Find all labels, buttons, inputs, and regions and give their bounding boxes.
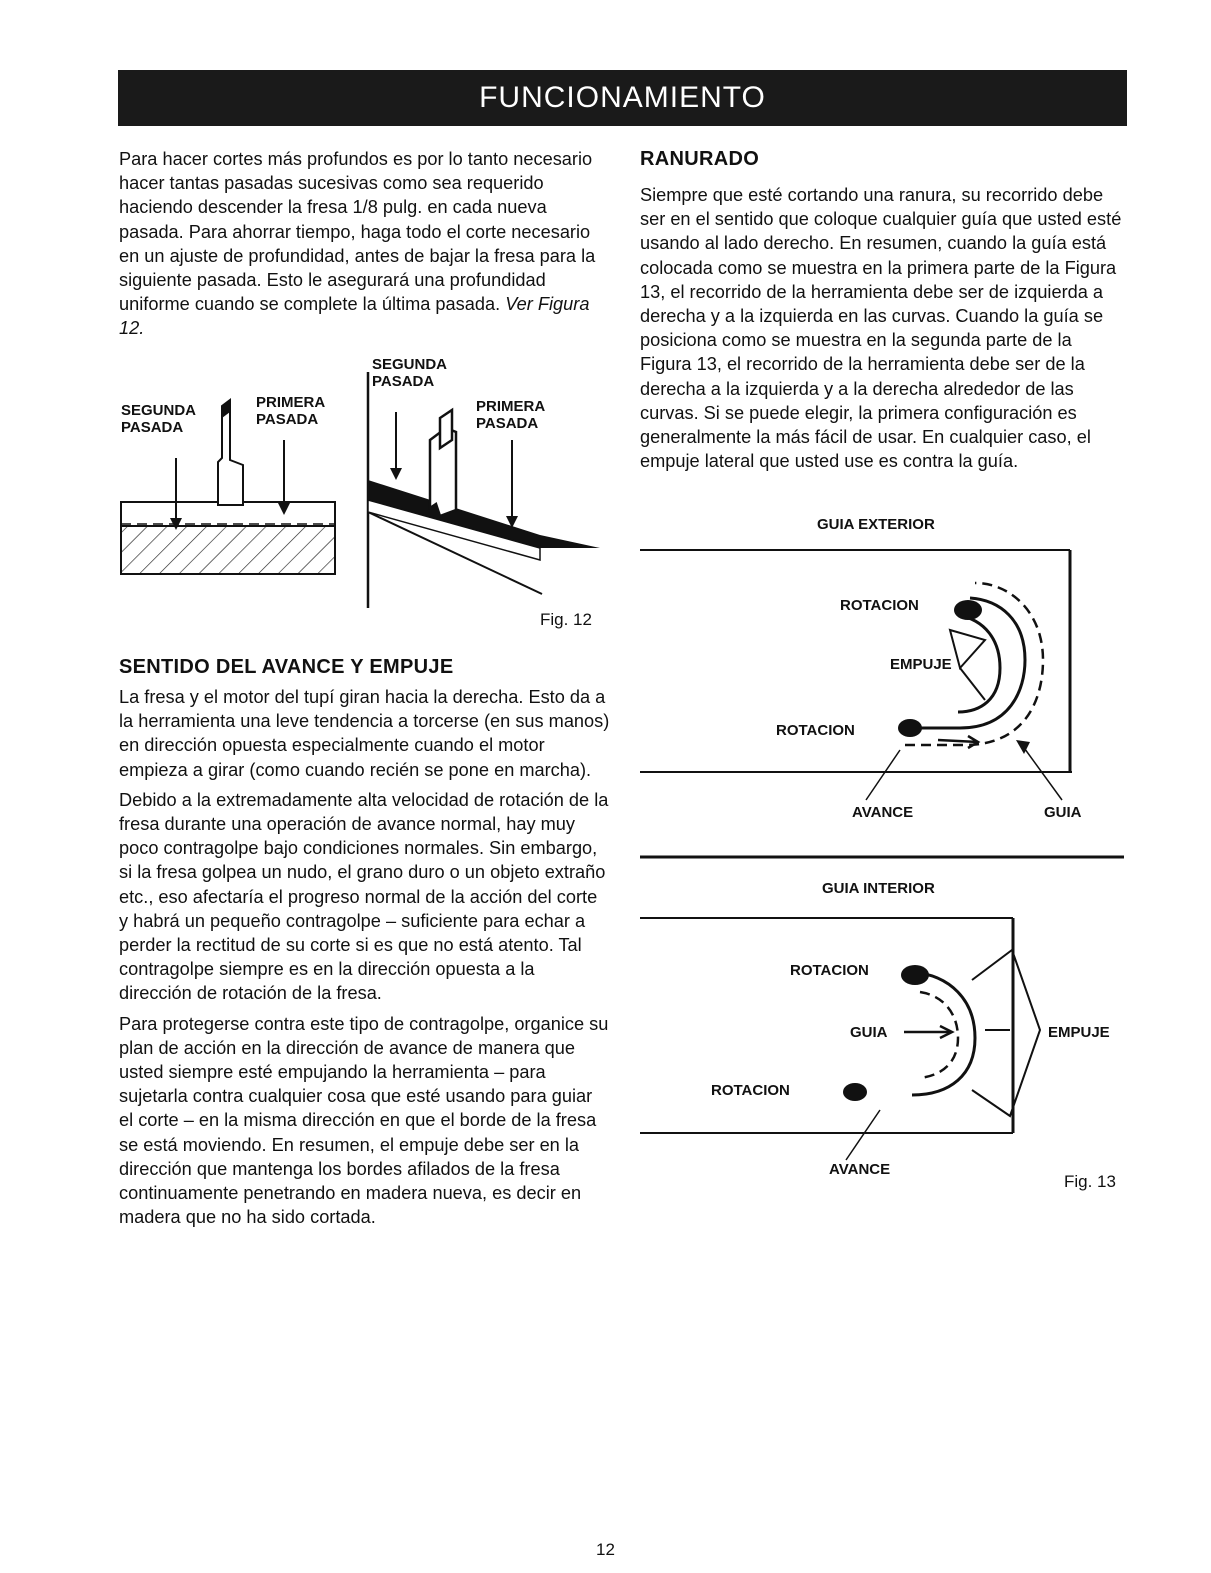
fig13-outer-thrust-label: EMPUJE	[890, 656, 952, 673]
feed-paragraph-2: Debido a la extremadamente alta velocidad de rotación de la fresa durante una operación de avance normal, hay muy poco contragolpe bajo condiciones normales. Sin embargo, si la fresa golpea un nudo, el grano duro o un objeto extraño etc., eso afectaría el progreso normal de la acción del corte y habrá un pequeño contragolpe – suficiente para echar a perder la rectitud de su corte si es que no está atento. Tal contragolpe siempre es en la dirección opuesta a la dirección de rotación de la fresa.	[119, 789, 609, 1004]
fig13-outer-guide-panel	[640, 550, 1072, 800]
fig13-inner-rotation-bottom-label: ROTACION	[711, 1082, 790, 1099]
fig12-right-first-pass-label: PRIMERA PASADA	[476, 398, 546, 432]
intro-column	[119, 147, 611, 347]
fig13-caption: Fig. 13	[1064, 1172, 1116, 1191]
grooving-heading: RANURADO	[640, 148, 760, 170]
grooving-section	[640, 147, 1124, 479]
fig13-outer-feed-label: AVANCE	[852, 804, 914, 821]
fig13-inner-guide-panel	[640, 918, 1040, 1160]
fig13-inner-rotation-top-label: ROTACION	[790, 962, 869, 979]
fig12-left-first-pass-label: PRIMERA PASADA	[256, 394, 326, 428]
grooving-paragraph: Siempre que esté cortando una ranura, su recorrido debe ser en el sentido que coloque cualquier guía que usted esté usando al lado derecho. En resumen, cuando la guía está colocada como se muestra en la primera parte de la Figura 13, el recorrido de la herramienta debe ser de izquierda a derecha y a la izquierda en las curvas. Cuando la guía se posiciona como se muestra en la segunda parte de la Figura 13, el recorrido de la herramienta debe ser de la derecha a la izquierda y a la derecha alrededor de las curvas. Si se puede elegir, la primera configuración es generalmente la más fácil de usar. En cualquier caso, el empuje lateral que usted use es contra la guía.	[640, 185, 1122, 472]
feed-paragraph-1: La fresa y el motor del tupí giran hacia la derecha. Esto da a la herramienta una leve tendencia a torcerse (en sus manos) en dirección opuesta especialmente cuando el motor empieza a girar (como cuando recién se pone en marcha).	[119, 687, 610, 780]
page-number: 12	[596, 1540, 615, 1559]
fig13-outer-rotation-top-label: ROTACION	[840, 597, 919, 614]
fig13-inner-title: GUIA INTERIOR	[822, 880, 935, 897]
fig13-outer-guide-label: GUIA	[1044, 804, 1082, 821]
section-banner	[118, 70, 1127, 126]
fig12-wood-block	[121, 502, 335, 574]
fig12-right-second-pass-label: SEGUNDA PASADA	[372, 356, 448, 390]
fig13-outer-title: GUIA EXTERIOR	[817, 516, 935, 533]
fig13-inner-thrust-label: EMPUJE	[1048, 1024, 1110, 1041]
intro-paragraph	[119, 147, 611, 341]
fig13-outer-rotation-bottom-label: ROTACION	[776, 722, 855, 739]
figure-reference: Ver Figura 12.	[119, 294, 590, 339]
fig12-caption: Fig. 12	[540, 610, 592, 629]
fig13-inner-guide-label: GUIA	[850, 1024, 888, 1041]
fig12-left-second-pass-label: SEGUNDA PASADA	[121, 402, 197, 436]
feed-section	[119, 655, 611, 1235]
intro-text: Para hacer cortes más profundos es por lo tanto necesario hacer tantas pasadas sucesivas como sea requerido haciendo descender la fresa 1/8 pulg. en cada nueva pasada. Para ahorrar tiempo, haga todo el corte necesario en un ajuste de profundidad, antes de bajar la fresa para la siguiente pasada. Esto le asegurará una profundidad uniforme cuando se complete la última pasada.	[119, 149, 596, 315]
section-title: FUNCIONAMIENTO	[479, 81, 766, 114]
feed-paragraph-3: Para protegerse contra este tipo de contragolpe, organice su plan de acción en la dirección de avance de manera que usted siempre esté empujando la herramienta – para sujetarla contra cualquier cosa que esté usando para guiar el corte – en la misma dirección en que el borde de la fresa se está moviendo. En resumen, el empuje debe ser en la dirección que mantenga los bordes afilados de la fresa continuamente penetrando en madera nueva, es decir en madera que no ha sido cortada.	[119, 1013, 609, 1228]
fig13-inner-feed-label: AVANCE	[829, 1161, 891, 1178]
feed-section-heading: SENTIDO DEL AVANCE Y EMPUJE	[119, 656, 454, 678]
